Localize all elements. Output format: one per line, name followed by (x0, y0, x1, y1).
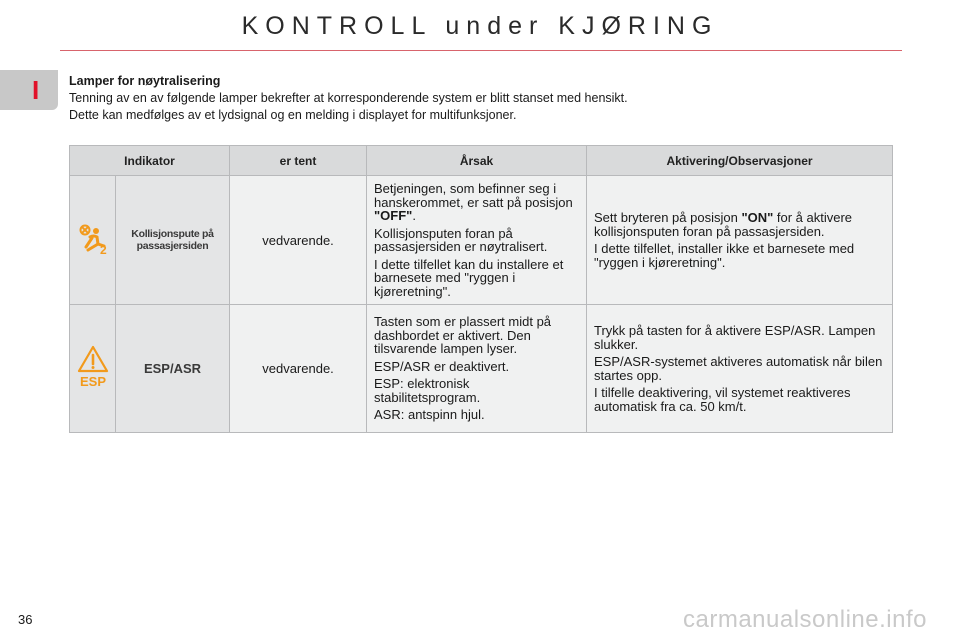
indicator-icon-cell (70, 305, 116, 433)
table-row (70, 305, 893, 433)
header-action: Aktivering/Observasjoner (587, 146, 893, 176)
page-title: KONTROLL under KJØRING (241, 12, 719, 40)
cause-line: ASR: antspinn hjul. (374, 407, 485, 423)
indicator-name: Kollisjonspute på passasjersiden (116, 176, 230, 305)
cause-line: I dette tilfellet kan du installere et barnesete med "ryggen i kjøreretning". (374, 256, 564, 299)
section-intro (69, 90, 899, 124)
table-row (70, 176, 893, 305)
indicator-action (587, 305, 893, 433)
indicator-name: ESP/ASR (116, 305, 230, 433)
cause-line: ESP: elektronisk stabilitetsprogram. (374, 376, 481, 405)
section-heading: Lamper for nøytralisering (69, 74, 221, 88)
svg-text:ESP: ESP (79, 374, 106, 389)
esp-warning-icon (76, 374, 110, 392)
cause-line: Betjeningen, som befinner seg i hanskerommet, er satt på posisjon "OFF". (374, 181, 573, 223)
title-divider (60, 50, 902, 51)
page-number: 36 (18, 612, 33, 627)
table-header-row (70, 146, 893, 176)
action-line: Sett bryteren på posisjon "ON" for å aktivere kollisjonsputen foran på passasjersiden. (594, 210, 853, 239)
indicator-cause (367, 176, 587, 305)
action-line: I dette tilfellet, installer ikke et barnesete med "ryggen i kjøreretning". (594, 241, 855, 270)
indicator-table (69, 145, 893, 433)
action-line: I tilfelle deaktivering, vil systemet reaktiveres automatisk fra ca. 50 km/t. (594, 385, 851, 414)
header-lit: er tent (230, 146, 367, 176)
intro-line: Tenning av en av følgende lamper bekrefter at korresponderende system er blitt stanset med hensikt. (69, 91, 628, 105)
indicator-action (587, 176, 893, 305)
header-indicator: Indikator (70, 146, 230, 176)
indicator-cause (367, 305, 587, 433)
cause-line: Tasten som er plassert midt på dashbordet er aktivert. Den tilsvarende lampen lyser. (374, 314, 552, 357)
intro-line: Dette kan medfølges av et lydsignal og en melding i displayet for multifunksjoner. (69, 108, 517, 122)
passenger-airbag-off-icon (76, 244, 110, 259)
indicator-lit: vedvarende. (230, 305, 367, 433)
action-line: ESP/ASR-systemet aktiveres automatisk når bilen startes opp. (594, 354, 883, 383)
chapter-label: I (32, 75, 40, 105)
watermark: carmanualsonline.info (683, 606, 927, 633)
indicator-lit: vedvarende. (230, 176, 367, 305)
cause-line: ESP/ASR er deaktivert. (374, 358, 510, 374)
header-cause: Årsak (367, 146, 587, 176)
cause-line: Kollisjonsputen foran på passasjersiden er nøytralisert. (374, 225, 548, 254)
indicator-icon-cell (70, 176, 116, 305)
action-line: Trykk på tasten for å aktivere ESP/ASR. Lampen slukker. (594, 323, 876, 352)
svg-text:2: 2 (99, 242, 107, 256)
chapter-tab[interactable] (0, 70, 58, 110)
